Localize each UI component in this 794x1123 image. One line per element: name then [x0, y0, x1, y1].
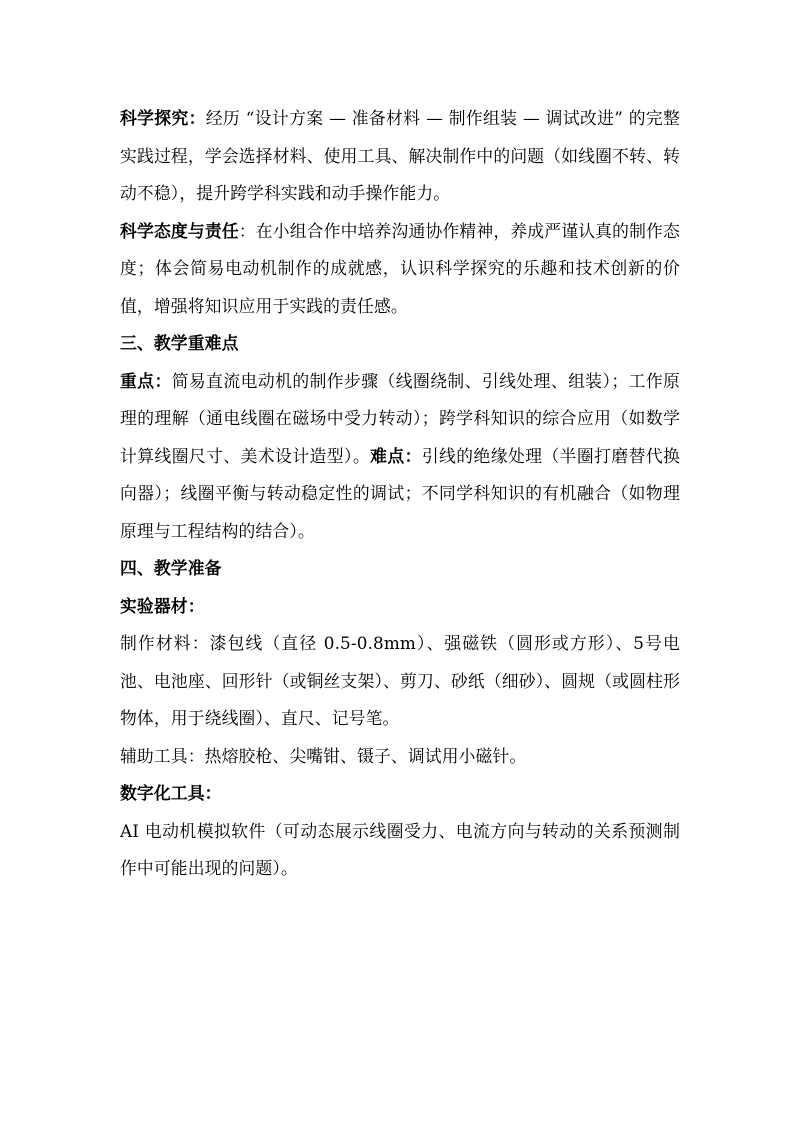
heading-teaching-preparation: 四、教学准备: [120, 558, 222, 578]
heading-key-difficult-points: 三、教学重难点: [120, 333, 239, 353]
text-scientific-attitude: ：在小组合作中培养沟通协作精神，养成严谨认真的制作态度；体会简易电动机制作的成就感，认识科学探究的乐趣和技术创新的价值，增强将知识应用于实践的责任感。: [120, 220, 680, 316]
document-body: [120, 100, 680, 888]
paragraph-materials: 制作材料：漆包线（直径 0.5-0.8mm）、强磁铁（圆形或方形）、5号电池、电池座、回形针（或铜丝支架）、剪刀、砂纸（细砂）、圆规（或圆柱形物体，用于绕线圈）、直尺、记号笔。: [120, 633, 680, 728]
paragraph-ai-software: AI 电动机模拟软件（可动态展示线圈受力、电流方向与转动的关系预测制作中可能出现的问题）。: [120, 820, 680, 878]
paragraph-scientific-inquiry: [120, 100, 680, 213]
label-scientific-inquiry: 科学探究：: [120, 108, 206, 128]
label-difficult-points: 难点：: [370, 445, 422, 466]
subheading-lab-equipment: 实验器材：: [120, 595, 205, 616]
paragraph-key-points: [120, 363, 680, 551]
paragraph-scientific-attitude: [120, 213, 680, 326]
paragraph-auxiliary-tools: 辅助工具：热熔胶枪、尖嘴钳、镊子、调试用小磁针。: [120, 745, 527, 766]
subheading-digital-tools: 数字化工具：: [120, 783, 222, 803]
text-scientific-inquiry: 经历 “设计方案 — 准备材料 — 制作组装 — 调试改进” 的完整实践过程，学会选择材料、使用工具、解决制作中的问题（如线圈不转、转动不稳），提升跨学科实践和动手操作能力。: [120, 108, 680, 203]
label-scientific-attitude: 科学态度与责任: [120, 220, 239, 241]
label-key-points: 重点：: [120, 370, 172, 391]
text-key-points: 简易直流电动机的制作步骤（线圈绕制、引线处理、组装）；工作原理的理解（通电线圈在磁场中受力转动）；跨学科知识的综合应用（如数学计算线圈尺寸、美术设计造型）。: [120, 370, 680, 466]
text-difficult-points: 引线的绝缘处理（半圈打磨替代换向器）；线圈平衡与转动稳定性的调试；不同学科知识的有机融合（如物理原理与工程结构的结合）。: [120, 445, 681, 541]
